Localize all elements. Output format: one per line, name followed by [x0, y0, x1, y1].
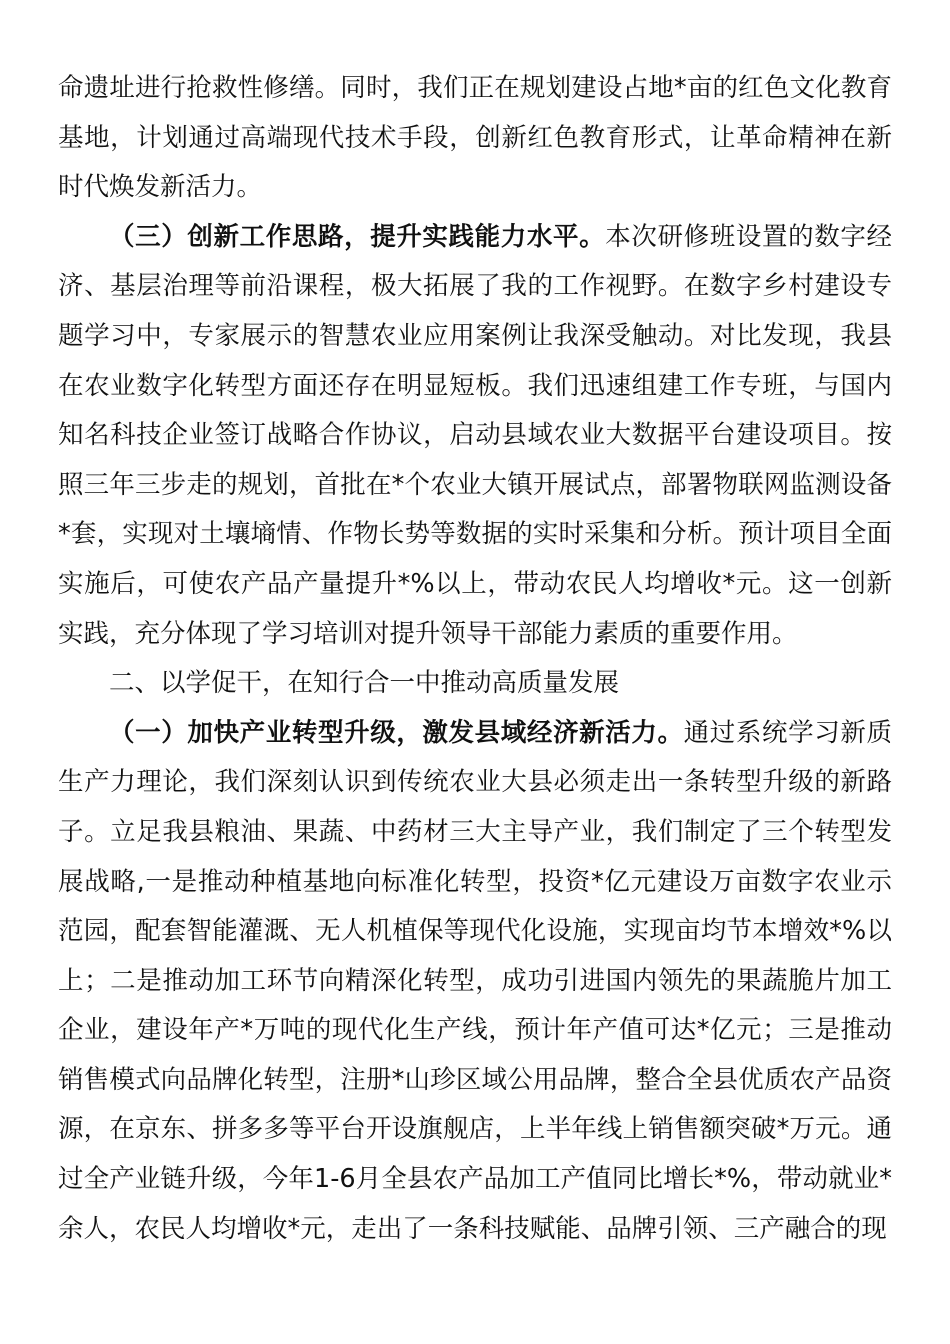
subheading-innovation: （三）创新工作思路，提升实践能力水平。: [109, 221, 606, 252]
paragraph-innovation: [58, 213, 892, 659]
document-page: [58, 64, 892, 1254]
paragraph-innovation-body: 本次研修班设置的数字经济、基层治理等前沿课程，极大拓展了我的工作视野。在数字乡村建设专题学习中，专家展示的智慧农业应用案例让我深受触动。对比发现，我县在农业数字化转型方面还存在明显短板。我们迅速组建工作专班，与国内知名科技企业签订战略合作协议，启动县域农业大数据平台建设项目。按照三年三步走的规划，首批在*个农业大镇开展试点，部署物联网监测设备*套，实现对土壤墒情、作物长势等数据的实时采集和分析。预计项目全面实施后，可使农产品产量提升*%以上，带动农民人均增收*元。这一创新实践，充分体现了学习培训对提升领导干部能力素质的重要作用。: [58, 221, 892, 649]
paragraph-industry-upgrade-body: 通过系统学习新质生产力理论，我们深刻认识到传统农业大县必须走出一条转型升级的新路子。立足我县粮油、果蔬、中药材三大主导产业，我们制定了三个转型发展战略,一是推动种植基地向标准化转型，投资*亿元建设万亩数字农业示范园，配套智能灌溉、无人机植保等现代化设施，实现亩均节本增效*%以上；二是推动加工环节向精深化转型，成功引进国内领先的果蔬脆片加工企业，建设年产*万吨的现代化生产线，预计年产值可达*亿元；三是推动销售模式向品牌化转型，注册*山珍区域公用品牌，整合全县优质农产品资源，在京东、拼多多等平台开设旗舰店，上半年线上销售额突破*万元。通过全产业链升级，今年1-6月全县农产品加工产值同比增长*%，带动就业*余人，农民人均增收*元，走出了一条科技赋能、品牌引领、三产融合的现: [58, 717, 892, 1244]
paragraph-industry-upgrade: [58, 709, 892, 1255]
paragraph-intro: 命遗址进行抢救性修缮。同时，我们正在规划建设占地*亩的红色文化教育基地，计划通过高端现代技术手段，创新红色教育形式，让革命精神在新时代焕发新活力。: [58, 73, 892, 203]
subheading-industry-upgrade: （一）加快产业转型升级，激发县域经济新活力。: [109, 717, 684, 748]
section-heading-2: 二、以学促干，在知行合一中推动高质量发展: [109, 668, 620, 699]
